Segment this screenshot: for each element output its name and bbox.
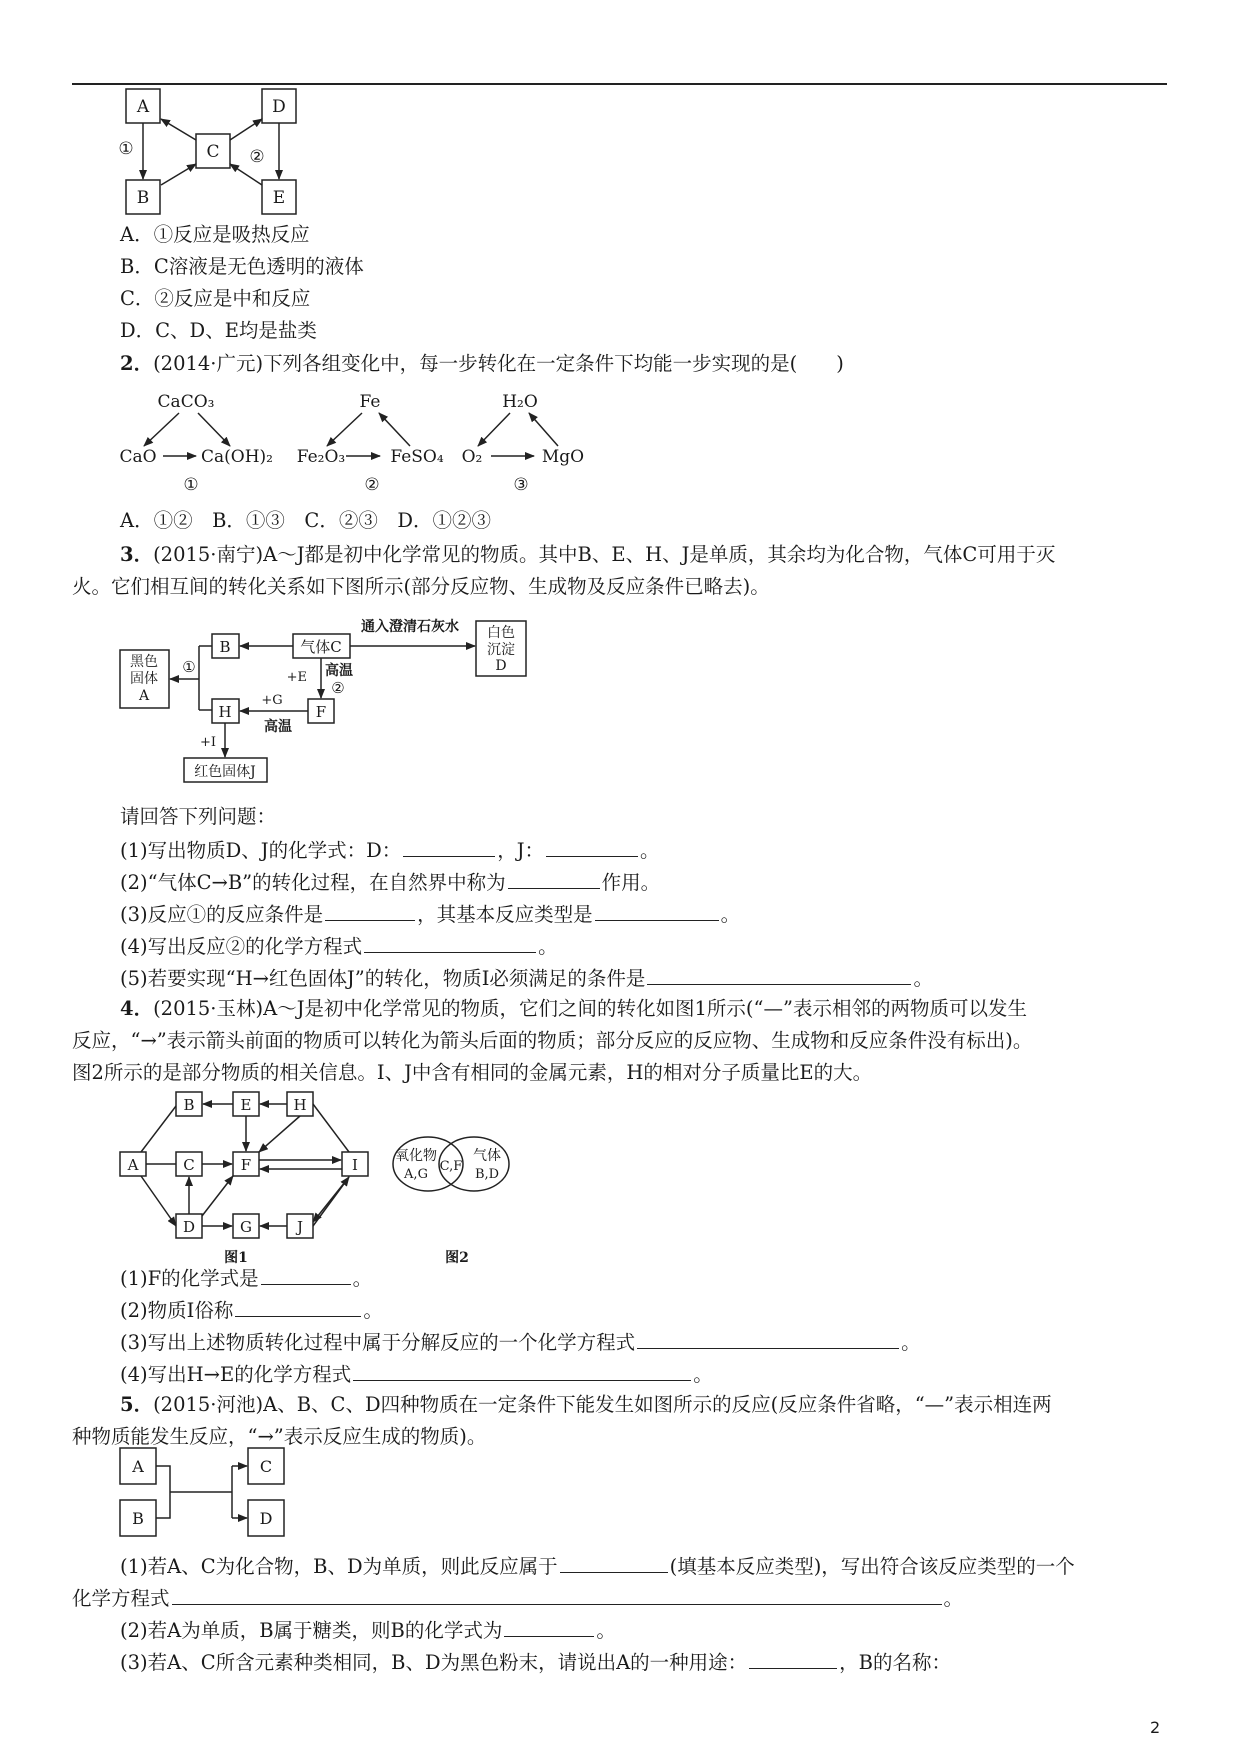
q4-sub1: (1)F的化学式是 。 [120, 1264, 372, 1292]
q2-g2-right: FeSO₄ [390, 447, 444, 467]
svg-text:G: G [240, 1218, 252, 1236]
svg-text:沉淀: 沉淀 [487, 642, 515, 658]
label-B: B [136, 188, 150, 208]
label-reaction2: ② [249, 147, 265, 167]
q5-sub2: (2)若A为单质，B属于糖类，则B的化学式为 。 [120, 1616, 616, 1644]
q2-g3-right: MgO [541, 447, 585, 467]
q2-g3-left: O₂ [461, 447, 483, 467]
q3-sub3: (3)反应①的反应条件是 ，其基本反应类型是 。 [120, 900, 740, 928]
svg-text:B,D: B,D [474, 1167, 500, 1182]
q3-stem-line2: 火。它们相互间的转化关系如下图所示(部分反应物、生成物及反应条件已略去)。 [72, 575, 770, 598]
svg-text:气体: 气体 [473, 1148, 501, 1164]
label-C: C [206, 142, 220, 162]
svg-text:C: C [183, 1156, 195, 1174]
svg-text:红色固体J: 红色固体J [194, 764, 256, 780]
q3-sub1: (1)写出物质D、J的化学式：D： ，J： 。 [120, 836, 660, 864]
svg-text:H: H [218, 703, 232, 721]
q3-sub2: (2)“气体C→B”的转化过程，在自然界中称为 作用。 [120, 868, 660, 896]
q2-g1-right: Ca(OH)₂ [201, 447, 273, 467]
svg-text:B: B [183, 1096, 195, 1114]
svg-text:通入澄清石灰水: 通入澄清石灰水 [361, 619, 459, 635]
q1-option-d: D．C、D、E均是盐类 [120, 319, 317, 342]
q5-number: 5． [120, 1393, 154, 1416]
svg-text:①: ① [182, 658, 196, 676]
svg-text:+I: +I [199, 735, 216, 750]
q4-stem-line3: 图2所示的是部分物质的相关信息。I、J中含有相同的金属元素，H的相对分子质量比E的大。 [72, 1061, 873, 1084]
svg-text:白色: 白色 [487, 625, 515, 641]
q5-sub1-line1: (1)若A、C为化合物，B、D为单质，则此反应属于 (填基本反应类型)，写出符合该反应类型的一个 [120, 1552, 1075, 1580]
q4-sub2: (2)物质I俗称 。 [120, 1296, 383, 1324]
svg-text:黑色: 黑色 [130, 654, 158, 670]
q5-sub3: (3)若A、C所含元素种类相同，B、D为黑色粉末，请说出A的一种用途： ，B的名称： [120, 1648, 951, 1676]
blank-q5-1a [560, 1552, 668, 1573]
q3-sub5: (5)若要实现“H→红色固体J”的转化，物质I必须满足的条件是 。 [120, 964, 933, 992]
label-A: A [136, 97, 150, 117]
q2-g1-num: ① [183, 475, 199, 495]
q5-line1: (2015·河池)A、B、C、D四种物质在一定条件下能发生如图所示的反应(反应条件省略，“—”表示相连两 [153, 1393, 1052, 1416]
q5-sub1-line2: 化学方程式 。 [72, 1584, 963, 1612]
label-D: D [272, 97, 286, 117]
svg-text:A: A [138, 688, 150, 704]
svg-text:D: D [182, 1218, 196, 1236]
q3-sub4: (4)写出反应②的化学方程式 。 [120, 932, 558, 960]
svg-text:D: D [259, 1509, 273, 1528]
blank-q5-1b [172, 1584, 942, 1605]
q2-g3-top: H₂O [502, 392, 538, 412]
svg-text:固体: 固体 [130, 671, 158, 687]
q1-option-b: B．C溶液是无色透明的液体 [120, 255, 364, 278]
q2-g1-left: CaO [119, 447, 157, 467]
q2-options: A．①② B．①③ C．②③ D．①②③ [120, 509, 491, 532]
svg-text:B: B [219, 638, 231, 656]
q4-line1: (2015·玉林)A～J是初中化学常见的物质，它们之间的转化如图1所示(“—”表示相邻的两物质可以发生 [153, 997, 1027, 1020]
q4-sub4: (4)写出H→E的化学方程式 。 [120, 1360, 713, 1388]
svg-text:B: B [132, 1509, 144, 1528]
q3-number: 3． [120, 543, 154, 566]
q2-text: (2014·广元)下列各组变化中，每一步转化在一定条件下均能一步实现的是( ) [153, 352, 844, 375]
q5-stem-line2: 种物质能发生反应，“→”表示反应生成的物质)。 [72, 1425, 487, 1448]
svg-text:气体C: 气体C [300, 638, 342, 656]
q4-number: 4． [120, 997, 154, 1020]
q2-g1-top: CaCO₃ [157, 392, 215, 412]
svg-text:+G: +G [261, 693, 283, 708]
q3-line1: (2015·南宁)A～J都是初中化学常见的物质。其中B、E、H、J是单质，其余均为化合物，气体C可用于灭 [153, 543, 1056, 566]
svg-text:H: H [293, 1096, 307, 1114]
label-E: E [272, 188, 286, 208]
q2-g3-num: ③ [513, 475, 529, 495]
q3-prompt: 请回答下列问题： [120, 805, 277, 828]
q2-g2-num: ② [364, 475, 380, 495]
svg-text:高温: 高温 [264, 719, 292, 735]
page-number: 2 [1150, 1718, 1161, 1737]
svg-text:F: F [240, 1156, 252, 1174]
svg-text:D: D [495, 658, 507, 674]
svg-text:+E: +E [286, 670, 307, 685]
svg-text:E: E [240, 1096, 252, 1114]
svg-text:I: I [352, 1156, 358, 1174]
svg-text:②: ② [331, 679, 345, 697]
q4-fig1-caption: 图1 [224, 1250, 248, 1266]
q2-number: 2． [120, 352, 154, 375]
q4-sub3: (3)写出上述物质转化过程中属于分解反应的一个化学方程式 。 [120, 1328, 921, 1356]
blank-q5-3 [749, 1648, 837, 1669]
q1-option-c: C．②反应是中和反应 [120, 287, 311, 310]
q4-stem-line2: 反应，“→”表示箭头前面的物质可以转化为箭头后面的物质；部分反应的反应物、生成物和反应条件没有标出)。 [72, 1029, 1033, 1052]
q2-g2-top: Fe [359, 392, 381, 412]
q1-option-a: A．①反应是吸热反应 [120, 223, 310, 246]
label-reaction1: ① [118, 139, 134, 159]
svg-text:高温: 高温 [325, 663, 353, 679]
q2-g2-left: Fe₂O₃ [296, 447, 346, 467]
q4-fig2-caption: 图2 [445, 1250, 469, 1266]
blank-q5-2 [504, 1616, 594, 1637]
svg-text:C,F: C,F [439, 1159, 463, 1174]
svg-text:A: A [127, 1156, 139, 1174]
svg-text:C: C [259, 1457, 273, 1476]
svg-text:A,G: A,G [404, 1167, 428, 1182]
svg-text:F: F [315, 703, 327, 721]
svg-text:氧化物: 氧化物 [395, 1148, 437, 1164]
svg-text:A: A [132, 1457, 144, 1476]
svg-text:J: J [296, 1218, 304, 1236]
